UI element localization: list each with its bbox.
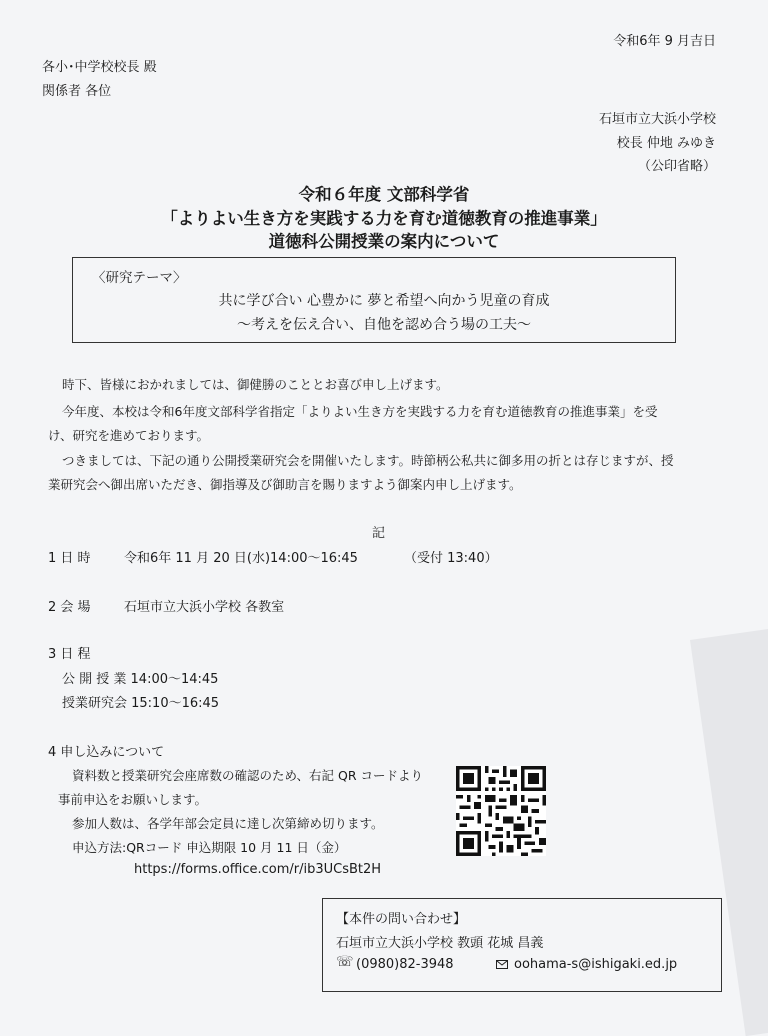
body-line-1: 時下、皆様におかれましては、御健勝のこととお喜び申し上げます。: [62, 377, 449, 392]
apply-url[interactable]: https://forms.office.com/r/ib3UCsBt2H: [134, 862, 382, 877]
contact-phone: (0980)82-3948: [356, 957, 454, 972]
phone-icon: ☏: [336, 954, 354, 970]
apply-line-1: 資料数と授業研究会座席数の確認のため、右記 QR コードより: [72, 768, 423, 783]
ki-heading: 記: [372, 526, 386, 541]
apply-line-2: 事前申込をお願いします。: [58, 792, 208, 807]
body-line-4: つきましては、下記の通り公開授業研究会を開催いたします。時節柄公私共に御多用の折とは存じますが、授: [62, 453, 674, 468]
title-line-1: 令和６年度 文部科学省: [298, 185, 470, 204]
sender-principal: 校長 仲地 みゆき: [616, 136, 716, 151]
schedule-open-class: 公 開 授 業 14:00～14:45: [62, 672, 219, 687]
seal-note: （公印省略）: [637, 159, 716, 174]
theme-label: 〈研究テーマ〉: [92, 270, 187, 286]
body-line-5: 業研究会へ御出席いただき、御指導及び御助言を賜りますよう御案内申し上げます。: [48, 477, 522, 492]
contact-name: 石垣市立大浜小学校 教頭 花城 昌義: [336, 936, 544, 951]
venue-value: 石垣市立大浜小学校 各教室: [124, 600, 285, 615]
theme-sub: ～考えを伝え合い、自他を認め合う場の工夫～: [237, 317, 531, 333]
title-line-3: 道徳科公開授業の案内について: [268, 232, 500, 251]
mail-icon: [496, 960, 508, 969]
theme-main: 共に学び合い 心豊かに 夢と希望へ向かう児童の育成: [218, 293, 550, 309]
recipient-principals: 各小･中学校校長 殿: [42, 60, 157, 75]
schedule-study-meeting: 授業研究会 15:10～16:45: [62, 696, 220, 711]
apply-line-3: 参加人数は、各学年部会定員に達し次第締め切ります。: [72, 816, 384, 831]
sender-school: 石垣市立大浜小学校: [598, 112, 716, 127]
issue-date: 令和6年 9 月吉日: [613, 34, 716, 49]
body-line-2: 今年度、本校は令和6年度文部科学省指定「よりよい生き方を実践する力を育む道徳教育の推進事業」を受: [62, 404, 658, 419]
date-label: 1 日 時: [48, 551, 91, 566]
recipient-others: 関係者 各位: [42, 84, 112, 99]
venue-label: 2 会 場: [48, 600, 91, 615]
apply-label: 4 申し込みについて: [48, 745, 165, 760]
qr-code[interactable]: [456, 766, 546, 856]
contact-header: 【本件の問い合わせ】: [336, 912, 467, 927]
body-line-3: け、研究を進めております。: [48, 428, 210, 443]
apply-line-4: 申込方法:QRコード 申込期限 10 月 11 日（金）: [72, 840, 347, 855]
date-value: 令和6年 11 月 20 日(水)14:00～16:45: [124, 551, 358, 566]
schedule-label: 3 日 程: [48, 647, 91, 662]
title-line-2: 「よりよい生き方を実践する力を育む道徳教育の推進事業」: [161, 209, 607, 228]
contact-email[interactable]: oohama-s@ishigaki.ed.jp: [514, 957, 678, 972]
reception-time: （受付 13:40）: [404, 551, 498, 566]
